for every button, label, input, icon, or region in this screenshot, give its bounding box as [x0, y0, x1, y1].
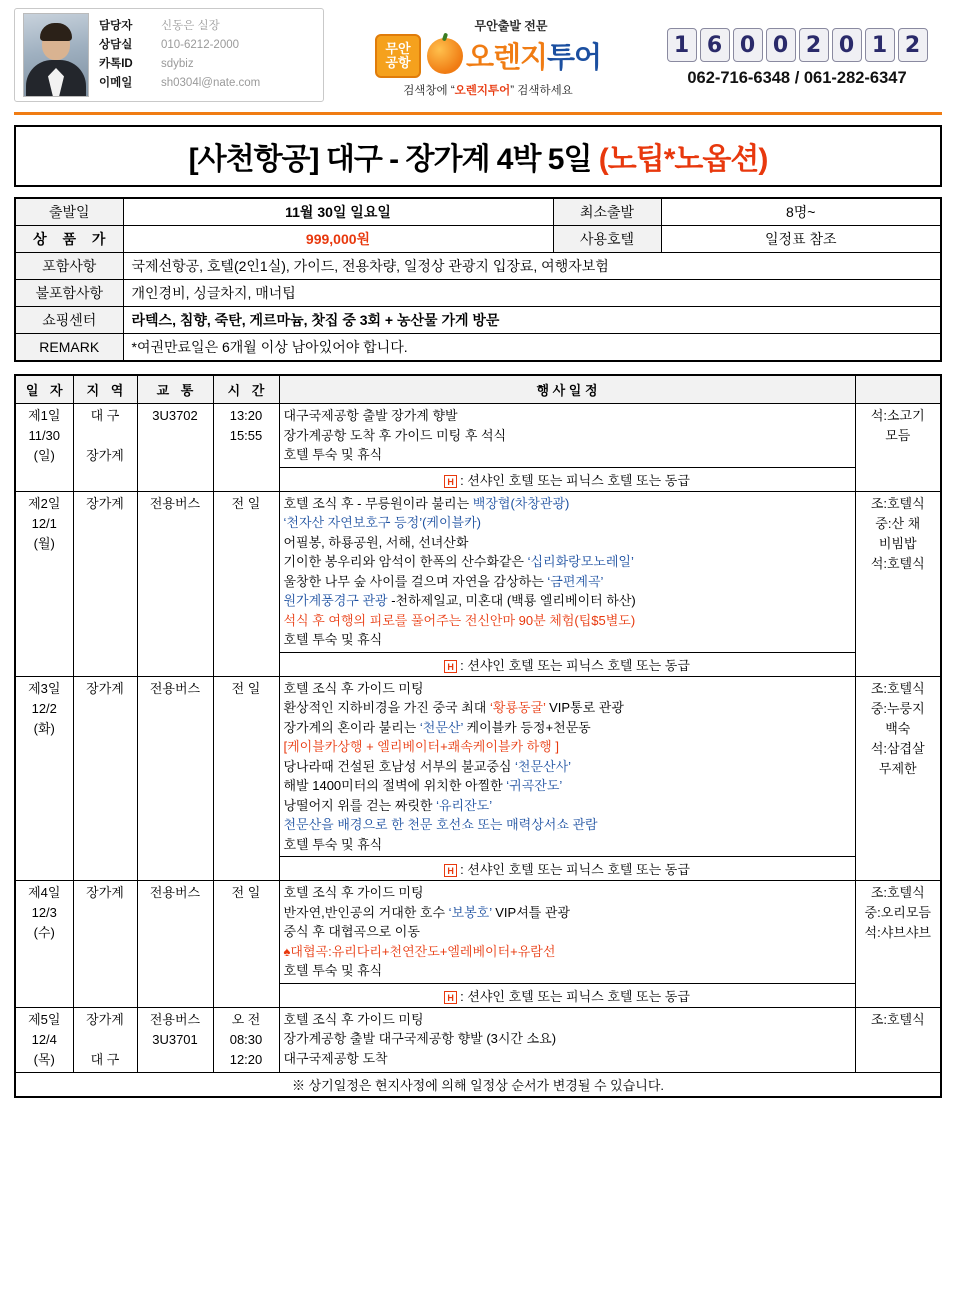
schedule-line — [284, 776, 851, 796]
contact-value: 신동은 실장 — [161, 20, 220, 32]
itinerary-footnote: ※ 상기일정은 현지사정에 의해 일정상 순서가 변경될 수 있습니다. — [15, 1072, 941, 1097]
schedule-line — [284, 883, 851, 903]
brand-name — [466, 35, 601, 76]
day-meals-line: 석:호텔식 — [870, 555, 925, 571]
schedule-text: 호텔 투숙 및 휴식 — [283, 447, 383, 462]
schedule-text: 기이한 봉우리와 암석이 한폭의 산수화같은 — [283, 554, 528, 569]
schedule-line — [284, 1049, 851, 1069]
page-title — [189, 134, 768, 178]
schedule-text: VIP셔틀 관광 — [491, 904, 571, 920]
page-header — [14, 0, 942, 108]
search-note-post: ” 검색하세요 — [510, 84, 573, 97]
schedule-text: 호텔 투숙 및 휴식 — [283, 836, 383, 852]
day-area — [73, 404, 137, 492]
day-transport — [137, 676, 213, 881]
hotel-note — [279, 652, 855, 676]
hotel-icon: H — [444, 991, 457, 1004]
day-time — [213, 1007, 279, 1072]
schedule-text: 장가계의 혼이라 불리는 — [283, 719, 420, 735]
price-value: 999,000원 — [123, 226, 553, 253]
day-number — [15, 676, 73, 881]
day-number-line: 제4일 — [28, 885, 61, 900]
schedule-text: ‘유리잔도’ — [436, 797, 493, 813]
day-transport — [137, 881, 213, 1008]
day-area — [73, 676, 137, 881]
include-value: 국제선항공, 호텔(2인1실), 가이드, 전용차량, 일정상 관광지 입장료, 여행자보험 — [123, 253, 941, 280]
table-row — [15, 1072, 941, 1097]
schedule-text: 호텔 조식 후 가이드 미팅 — [283, 680, 424, 696]
schedule-text: ‘황룡동굴’ — [489, 700, 546, 715]
schedule-text: 호텔 투숙 및 휴식 — [283, 632, 383, 647]
schedule-line — [284, 1010, 851, 1030]
brand-blue: 투어 — [547, 40, 602, 74]
day-meals — [855, 881, 941, 1008]
contact-value: 010-6212-2000 — [161, 39, 240, 51]
day-area — [73, 881, 137, 1008]
day-meals-line: 조:호텔식 — [870, 495, 925, 511]
schedule-line — [284, 591, 851, 611]
day-meals-line: 조:호텔식 — [870, 1011, 925, 1027]
day-area-line: 장가계 — [86, 885, 124, 900]
phone-area — [652, 8, 942, 108]
schedule-line — [284, 796, 851, 816]
hotline-number — [667, 28, 928, 62]
schedule-line — [284, 922, 851, 942]
contact-value: sdybiz — [161, 58, 194, 70]
contact-box — [14, 8, 324, 102]
schedule-text: ♠대협곡:유리다리+천연잔도+엘레베이터+유람선 — [283, 943, 556, 959]
exclude-label: 불포함사항 — [15, 280, 123, 307]
hotel-note-text: : 션샤인 호텔 또는 피닉스 호텔 또는 동급 — [460, 657, 690, 673]
contact-details — [99, 17, 260, 93]
table-header-row — [15, 375, 941, 404]
table-row — [15, 253, 941, 280]
title-main: [사천항공] 대구 - 장가계 4박 5일 — [188, 143, 599, 176]
day-meals — [855, 676, 941, 881]
schedule-text: 중식 후 대협곡으로 이동 — [283, 924, 420, 939]
schedule-text: ‘금편계곡’ — [547, 573, 604, 589]
orange-fruit-icon — [427, 38, 463, 74]
schedule-text: 케이블카 등정+천문동 — [463, 719, 591, 735]
day-number — [15, 404, 73, 492]
day-number-line: (수) — [33, 925, 55, 940]
hotel-note-text: : 션샤인 호텔 또는 피닉스 호텔 또는 동급 — [460, 988, 690, 1004]
schedule-line — [284, 494, 851, 514]
day-meals-line: 석:샤브샤브 — [864, 925, 931, 940]
schedule-text: 환상적인 지하비경을 가진 중국 최대 — [283, 700, 490, 715]
day-meals — [855, 1007, 941, 1072]
hotel-note — [279, 467, 855, 491]
product-info-table — [14, 197, 942, 362]
price-label: 상 품 가 — [15, 226, 123, 253]
schedule-line — [284, 737, 851, 757]
schedule-line — [284, 572, 851, 592]
header-divider — [14, 112, 942, 115]
airport-badge-line1: 무안 — [385, 40, 411, 56]
day-time — [213, 491, 279, 676]
day-transport-line: 3U3701 — [152, 1031, 198, 1047]
day-number — [15, 881, 73, 1008]
day-transport-line: 전용버스 — [149, 495, 201, 511]
schedule-text: 어필봉, 하룡공원, 서해, 선녀산화 — [283, 534, 469, 550]
day-transport-line: 전용버스 — [149, 680, 201, 696]
hotline-digit: 6 — [700, 28, 730, 62]
hotline-digit: 2 — [799, 28, 829, 62]
schedule-text: 장가계공항 도착 후 가이드 미팅 후 석식 — [283, 427, 507, 443]
day-meals-line: 백숙 — [885, 720, 911, 736]
day-area-line — [78, 426, 133, 446]
day-number-line: (목) — [33, 1051, 55, 1067]
schedule-line — [284, 679, 851, 699]
hotel-icon: H — [444, 475, 457, 488]
search-keyword: 오렌지투어 — [454, 84, 511, 97]
schedule-text: [케이블카상행 + 엘리베이터+쾌속케이블카 하행 ] — [283, 739, 559, 754]
schedule-text: ‘십리화랑모노레일’ — [527, 554, 634, 569]
header-meals — [855, 375, 941, 404]
contact-row — [99, 17, 260, 36]
header-time: 시 간 — [213, 375, 279, 404]
schedule-text: 장가계공항 출발 대구국제공항 향발 (3시간 소요) — [283, 1031, 557, 1046]
schedule-text: 울창한 나무 숲 사이를 걸으며 자연을 감상하는 — [283, 573, 548, 589]
schedule-text: 원가계풍경구 관광 — [283, 593, 392, 608]
day-meals-line: 석:삼겹살 — [870, 740, 925, 756]
contact-label: 이메일 — [99, 77, 133, 89]
day-area-line: 대 구 — [90, 1051, 120, 1067]
exclude-value: 개인경비, 싱글차지, 매너팁 — [123, 280, 941, 307]
include-label: 포함사항 — [15, 253, 123, 280]
day-area — [73, 491, 137, 676]
day-transport — [137, 1007, 213, 1072]
schedule-line — [284, 961, 851, 981]
hotel-icon: H — [444, 660, 457, 673]
day-number-line: 제2일 — [28, 495, 61, 511]
day-number-line: 제1일 — [28, 408, 61, 423]
search-note-pre: 검색창에 “ — [403, 84, 455, 97]
contact-row — [99, 55, 260, 74]
schedule-text: ‘천문산’ — [419, 719, 464, 735]
hotline-digit: 2 — [898, 28, 928, 62]
secondary-phone-numbers: 062-716-6348 / 061-282-6347 — [687, 69, 907, 87]
itinerary-day-row — [15, 676, 941, 857]
day-time-line: 12:20 — [229, 1051, 263, 1067]
hotel-value: 일정표 참조 — [661, 226, 941, 253]
schedule-line — [284, 757, 851, 777]
day-time-line: 15:55 — [229, 428, 263, 443]
day-number-line: 11/30 — [28, 428, 61, 443]
schedule-text: 낭떨어지 위를 걷는 짜릿한 — [283, 797, 437, 813]
contact-label: 상담실 — [99, 39, 133, 51]
min-people-label: 최소출발 — [553, 198, 661, 226]
day-transport — [137, 404, 213, 492]
day-area-line — [78, 1030, 133, 1050]
day-time-line: 전 일 — [231, 885, 261, 900]
day-number-line: 12/1 — [31, 515, 57, 531]
header-transport: 교 통 — [137, 375, 213, 404]
day-transport-line: 3U3702 — [152, 408, 198, 423]
hotel-note-text: : 션샤인 호텔 또는 피닉스 호텔 또는 동급 — [460, 862, 690, 877]
hotline-digit: 0 — [733, 28, 763, 62]
schedule-text: -천하제일교, 미혼대 (백룡 엘리베이터 하산) — [391, 593, 636, 608]
day-meals-line: 중:오리모듬 — [864, 905, 931, 920]
schedule-line — [284, 698, 851, 718]
schedule-line — [284, 426, 851, 446]
schedule-text: ‘천문산사’ — [515, 758, 572, 774]
brand-logo — [324, 8, 652, 108]
day-number-line: 제3일 — [28, 680, 61, 696]
day-schedule — [279, 881, 855, 984]
day-number-line: 12/3 — [31, 905, 57, 920]
table-row — [15, 334, 941, 362]
product-title-box — [14, 125, 942, 187]
day-meals-line: 중:누룽지 — [870, 700, 925, 716]
header-day: 일 자 — [15, 375, 73, 404]
schedule-text: 백장협(차창관광) — [472, 495, 570, 511]
table-row — [15, 198, 941, 226]
schedule-text: VIP통로 관광 — [545, 700, 624, 715]
schedule-text: ‘보봉호’ — [448, 904, 492, 920]
schedule-line — [284, 533, 851, 553]
schedule-text: 당나라때 건설된 호남성 서부의 불교중심 — [283, 758, 516, 774]
day-meals-line: 모듬 — [885, 428, 911, 443]
schedule-text: 석식 후 여행의 피로를 풀어주는 전신안마 90분 체험(팁$5별도) — [283, 612, 636, 628]
hotel-icon: H — [444, 864, 457, 877]
schedule-line — [284, 815, 851, 835]
day-transport-line: 전용버스 — [149, 885, 201, 900]
schedule-line — [284, 611, 851, 631]
day-number-line: (화) — [33, 720, 55, 736]
hotline-digit: 0 — [766, 28, 796, 62]
contact-label: 카톡ID — [99, 58, 133, 70]
table-row — [15, 280, 941, 307]
depart-date-value: 11월 30일 일요일 — [123, 198, 553, 226]
hotel-note — [279, 983, 855, 1007]
day-number-line: 제5일 — [28, 1011, 61, 1027]
hotline-digit: 1 — [865, 28, 895, 62]
avatar — [23, 13, 89, 97]
day-time — [213, 404, 279, 492]
schedule-line — [284, 835, 851, 855]
shopping-value: 라텍스, 침향, 죽탄, 게르마늄, 찻집 중 3회 + 농산물 가게 방문 — [123, 307, 941, 334]
day-area — [73, 1007, 137, 1072]
itinerary-body — [15, 404, 941, 1073]
day-number — [15, 1007, 73, 1072]
day-time-line: 전 일 — [231, 495, 261, 511]
brand-lead: 오 — [465, 40, 493, 74]
day-area-line: 장가계 — [86, 495, 124, 511]
day-number-line: 12/4 — [31, 1031, 57, 1047]
contact-label: 담당자 — [99, 20, 133, 32]
day-area-line: 장가계 — [86, 1011, 124, 1027]
schedule-text: 반자연,반인공의 거대한 호수 — [283, 904, 449, 920]
remark-value: *여권만료일은 6개월 이상 남아있어야 합니다. — [123, 334, 941, 362]
day-meals-line: 중:산 채 — [875, 515, 921, 531]
day-number-line: (월) — [33, 535, 55, 551]
schedule-line — [284, 406, 851, 426]
day-transport-line: 전용버스 — [149, 1011, 201, 1027]
schedule-text: 천문산을 배경으로 한 천문 호선쇼 또는 매력상서쇼 관람 — [283, 817, 598, 832]
brand-orange: 렌지 — [492, 40, 547, 74]
day-schedule — [279, 404, 855, 468]
day-time-line: 전 일 — [231, 680, 261, 696]
day-time — [213, 676, 279, 881]
schedule-line — [284, 552, 851, 572]
day-meals-line: 무제한 — [878, 760, 917, 776]
day-time-line: 08:30 — [229, 1031, 263, 1047]
day-number-line: (일) — [33, 448, 55, 463]
hotline-digit: 0 — [832, 28, 862, 62]
day-area-line: 장가계 — [86, 448, 124, 463]
schedule-line — [284, 630, 851, 650]
shopping-label: 쇼핑센터 — [15, 307, 123, 334]
min-people-value: 8명~ — [661, 198, 941, 226]
day-schedule — [279, 491, 855, 652]
schedule-line — [284, 942, 851, 962]
depart-date-label: 출발일 — [15, 198, 123, 226]
day-time — [213, 881, 279, 1008]
day-area-line: 대 구 — [90, 408, 120, 423]
day-schedule — [279, 676, 855, 857]
itinerary-day-row — [15, 491, 941, 652]
hotel-label: 사용호텔 — [553, 226, 661, 253]
contact-row — [99, 74, 260, 93]
day-meals-line: 석:소고기 — [870, 408, 925, 423]
search-note — [403, 82, 573, 98]
day-transport — [137, 491, 213, 676]
airport-badge-icon — [375, 34, 421, 78]
day-schedule — [279, 1007, 855, 1072]
day-meals-line: 조:호텔식 — [870, 885, 925, 900]
brand-tagline: 무안출발 전문 — [474, 18, 548, 33]
schedule-text: 대구국제공항 도착 — [283, 1050, 388, 1066]
day-area-line: 장가계 — [86, 680, 124, 696]
schedule-text: 대구국제공항 출발 장가계 향발 — [283, 408, 458, 423]
day-number-line: 12/2 — [31, 700, 57, 716]
table-row — [15, 307, 941, 334]
schedule-line — [284, 903, 851, 923]
schedule-text: 해발 1400미터의 절벽에 위치한 아찔한 — [283, 778, 507, 793]
remark-label: REMARK — [15, 334, 123, 362]
hotline-digit: 1 — [667, 28, 697, 62]
day-meals — [855, 491, 941, 676]
schedule-line — [284, 1029, 851, 1049]
table-row — [15, 226, 941, 253]
header-area: 지 역 — [73, 375, 137, 404]
title-highlight: (노팁*노옵션) — [598, 143, 768, 176]
schedule-line — [284, 445, 851, 465]
day-meals-line: 조:호텔식 — [870, 680, 925, 696]
contact-value: sh0304l@nate.com — [161, 77, 261, 89]
schedule-line — [284, 718, 851, 738]
day-meals-line: 비빔밥 — [878, 535, 917, 551]
day-time-line: 오 전 — [231, 1011, 261, 1027]
schedule-text: ‘천자산 자연보호구 등정’(케이블카) — [283, 515, 481, 530]
schedule-line — [284, 513, 851, 533]
schedule-text: 호텔 투숙 및 휴식 — [283, 963, 383, 978]
schedule-text: 호텔 조식 후 가이드 미팅 — [283, 885, 424, 900]
itinerary-day-row — [15, 404, 941, 468]
hotel-note — [279, 857, 855, 881]
hotel-note-text: : 션샤인 호텔 또는 피닉스 호텔 또는 동급 — [460, 472, 690, 488]
day-number — [15, 491, 73, 676]
itinerary-day-row — [15, 881, 941, 984]
airport-badge-line2: 공항 — [385, 54, 411, 70]
itinerary-table — [14, 374, 942, 1098]
schedule-text: 호텔 조식 후 - 무릉원이라 불리는 — [283, 495, 473, 511]
header-schedule: 행 사 일 정 — [279, 375, 855, 404]
day-meals — [855, 404, 941, 492]
itinerary-day-row — [15, 1007, 941, 1072]
contact-row — [99, 36, 260, 55]
day-time-line: 13:20 — [229, 408, 263, 423]
schedule-text: ‘귀곡잔도’ — [506, 778, 563, 793]
schedule-text: 호텔 조식 후 가이드 미팅 — [283, 1011, 424, 1027]
